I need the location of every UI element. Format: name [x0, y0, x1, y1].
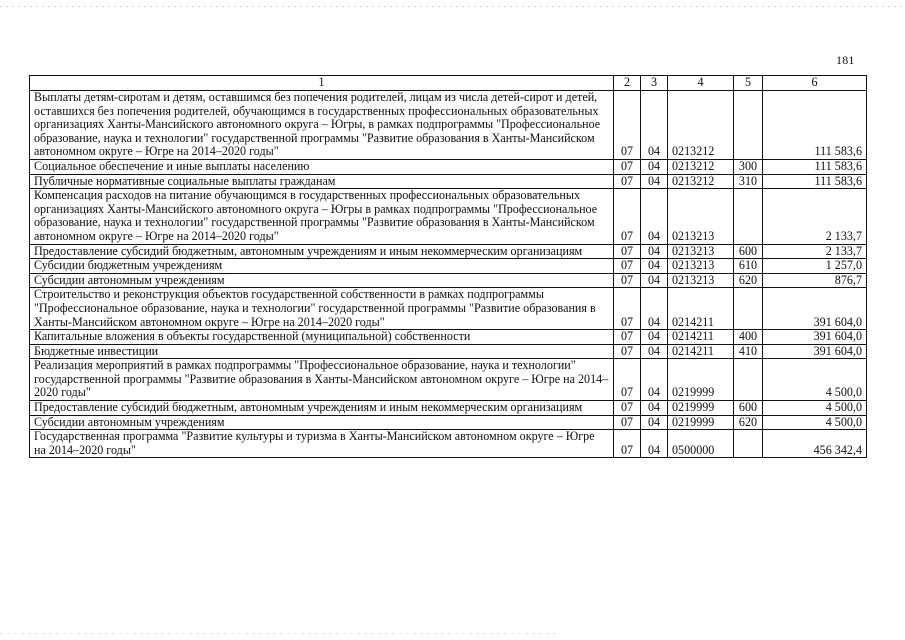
table-row [30, 288, 867, 330]
row-section-cell: 07 [614, 159, 641, 174]
row-target-code-cell: 0213212 [668, 159, 734, 174]
row-target-code-cell: 0214211 [668, 330, 734, 345]
row-name-cell: Публичные нормативные социальные выплаты гражданам [30, 174, 614, 189]
row-section-cell: 07 [614, 174, 641, 189]
header-col-2: 2 [614, 76, 641, 91]
table-row [30, 189, 867, 244]
row-section-cell: 07 [614, 430, 641, 458]
table-row [30, 401, 867, 416]
row-subsection-cell: 04 [641, 259, 668, 274]
row-expense-type-cell: 410 [734, 344, 763, 359]
row-expense-type-cell [734, 189, 763, 244]
row-expense-type-cell: 300 [734, 159, 763, 174]
row-target-code-cell: 0213213 [668, 273, 734, 288]
row-subsection-cell: 04 [641, 288, 668, 330]
row-target-code-cell: 0213213 [668, 244, 734, 259]
row-name-cell: Выплаты детям-сиротам и детям, оставшимся без попечения родителей, лицам из числа детей-сирот и детей, оставшихся без попечения родителей, обучающимся в государственных профессиональных образовательных организациях Ханты-Мансийского автономного округа – Югры, в рамках подпрограммы "Профессиональное образование, наука и технологии" государственной программы "Развитие образования в Ханты-Мансийском автономном округе – Югре на 2014–2020 годы" [30, 91, 614, 160]
table-row [30, 359, 867, 401]
table-row [30, 330, 867, 345]
row-name-cell: Субсидии бюджетным учреждениям [30, 259, 614, 274]
row-name-cell: Государственная программа "Развитие культуры и туризма в Ханты-Мансийском автономном округе – Югре на 2014–2020 годы" [30, 430, 614, 458]
row-sum-cell: 391 604,0 [763, 288, 867, 330]
row-subsection-cell: 04 [641, 359, 668, 401]
row-subsection-cell: 04 [641, 273, 668, 288]
scan-edge-bottom [0, 633, 560, 634]
row-section-cell: 07 [614, 288, 641, 330]
row-name-cell: Субсидии автономным учреждениям [30, 415, 614, 430]
row-expense-type-cell [734, 359, 763, 401]
row-subsection-cell: 04 [641, 174, 668, 189]
row-sum-cell: 4 500,0 [763, 415, 867, 430]
row-expense-type-cell: 620 [734, 415, 763, 430]
row-name-cell: Бюджетные инвестиции [30, 344, 614, 359]
row-subsection-cell: 04 [641, 91, 668, 160]
row-target-code-cell: 0213212 [668, 174, 734, 189]
row-target-code-cell: 0214211 [668, 344, 734, 359]
row-name-cell: Предоставление субсидий бюджетным, автономным учреждениям и иным некоммерческим организациям [30, 401, 614, 416]
row-sum-cell: 111 583,6 [763, 174, 867, 189]
row-section-cell: 07 [614, 344, 641, 359]
header-col-1: 1 [30, 76, 614, 91]
row-section-cell: 07 [614, 415, 641, 430]
row-subsection-cell: 04 [641, 244, 668, 259]
row-expense-type-cell: 400 [734, 330, 763, 345]
table-row [30, 159, 867, 174]
row-target-code-cell: 0219999 [668, 359, 734, 401]
row-name-cell: Строительство и реконструкция объектов государственной собственности в рамках подпрограммы "Профессиональное образование, наука и технологии" государственной программы "Развитие образования в Ханты-Мансийском автономном округе – Югре на 2014–2020 годы" [30, 288, 614, 330]
row-target-code-cell: 0213213 [668, 189, 734, 244]
table-row [30, 430, 867, 458]
row-section-cell: 07 [614, 259, 641, 274]
row-name-cell: Капитальные вложения в объекты государственной (муниципальной) собственности [30, 330, 614, 345]
scan-edge-top [0, 6, 905, 7]
row-sum-cell: 391 604,0 [763, 330, 867, 345]
row-expense-type-cell: 310 [734, 174, 763, 189]
row-name-cell: Субсидии автономным учреждениям [30, 273, 614, 288]
row-sum-cell: 111 583,6 [763, 159, 867, 174]
row-sum-cell: 456 342,4 [763, 430, 867, 458]
page-number: 181 [836, 53, 855, 67]
row-name-cell: Предоставление субсидий бюджетным, автономным учреждениям и иным некоммерческим организациям [30, 244, 614, 259]
row-section-cell: 07 [614, 359, 641, 401]
row-name-cell: Реализация мероприятий в рамках подпрограммы "Профессиональное образование, наука и технологии" государственной программы "Развитие образования в Ханты-Мансийском автономном округе – Югре на 2014–2020 годы" [30, 359, 614, 401]
row-subsection-cell: 04 [641, 330, 668, 345]
row-sum-cell: 2 133,7 [763, 189, 867, 244]
row-expense-type-cell: 620 [734, 273, 763, 288]
table-row [30, 174, 867, 189]
row-sum-cell: 4 500,0 [763, 401, 867, 416]
row-subsection-cell: 04 [641, 189, 668, 244]
row-sum-cell: 4 500,0 [763, 359, 867, 401]
row-target-code-cell: 0213213 [668, 259, 734, 274]
row-section-cell: 07 [614, 244, 641, 259]
row-section-cell: 07 [614, 401, 641, 416]
row-sum-cell: 1 257,0 [763, 259, 867, 274]
table-row [30, 415, 867, 430]
table-row [30, 259, 867, 274]
row-expense-type-cell [734, 288, 763, 330]
row-target-code-cell: 0213212 [668, 91, 734, 160]
row-target-code-cell: 0219999 [668, 415, 734, 430]
table-row [30, 244, 867, 259]
row-subsection-cell: 04 [641, 344, 668, 359]
header-col-3: 3 [641, 76, 668, 91]
row-section-cell: 07 [614, 91, 641, 160]
row-subsection-cell: 04 [641, 415, 668, 430]
row-target-code-cell: 0219999 [668, 401, 734, 416]
row-expense-type-cell [734, 430, 763, 458]
table-row [30, 344, 867, 359]
table-row [30, 91, 867, 160]
row-name-cell: Компенсация расходов на питание обучающимся в государственных профессиональных образовательных организациях Ханты-Мансийского автономного округа – Югры в рамках подпрограммы "Профессиональное образование, наука и технологии" государственной программы "Развитие образования в Ханты-Мансийском автономном округе – Югре на 2014–2020 годы" [30, 189, 614, 244]
row-section-cell: 07 [614, 273, 641, 288]
row-sum-cell: 2 133,7 [763, 244, 867, 259]
header-col-5: 5 [734, 76, 763, 91]
row-expense-type-cell: 600 [734, 401, 763, 416]
row-section-cell: 07 [614, 330, 641, 345]
header-col-6: 6 [763, 76, 867, 91]
row-expense-type-cell: 610 [734, 259, 763, 274]
row-expense-type-cell: 600 [734, 244, 763, 259]
row-target-code-cell: 0500000 [668, 430, 734, 458]
row-subsection-cell: 04 [641, 159, 668, 174]
row-sum-cell: 391 604,0 [763, 344, 867, 359]
row-sum-cell: 111 583,6 [763, 91, 867, 160]
row-subsection-cell: 04 [641, 430, 668, 458]
table-header-row [30, 76, 867, 91]
header-col-4: 4 [668, 76, 734, 91]
row-target-code-cell: 0214211 [668, 288, 734, 330]
budget-table [29, 75, 867, 458]
row-expense-type-cell [734, 91, 763, 160]
row-subsection-cell: 04 [641, 401, 668, 416]
row-name-cell: Социальное обеспечение и иные выплаты населению [30, 159, 614, 174]
row-section-cell: 07 [614, 189, 641, 244]
table-row [30, 273, 867, 288]
row-sum-cell: 876,7 [763, 273, 867, 288]
